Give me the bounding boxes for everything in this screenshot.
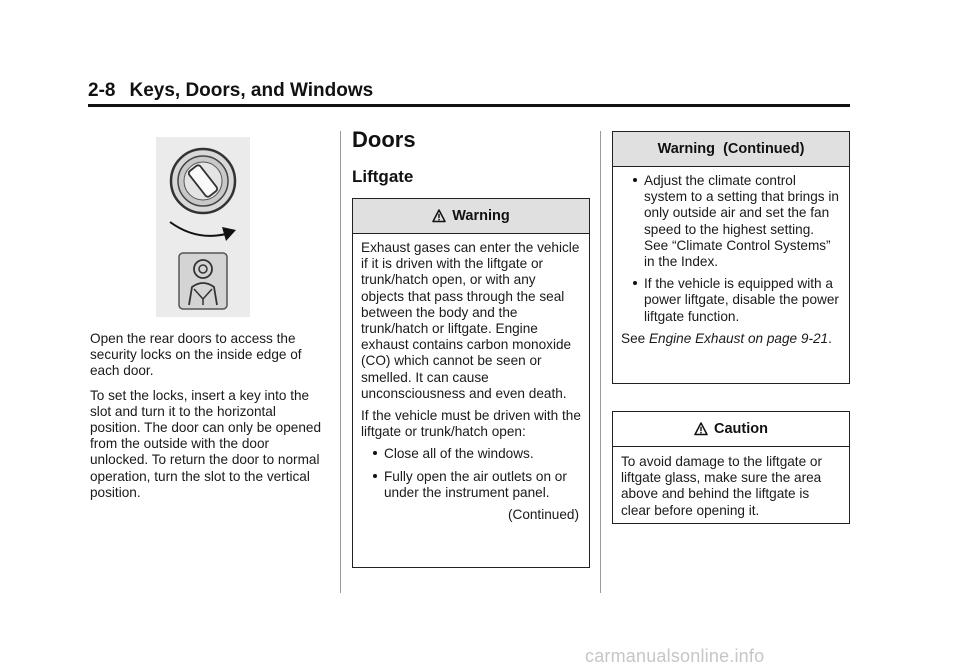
bullet-text: Fully open the air outlets on or under the instrument panel. [384, 468, 567, 500]
security-lock-illustration [156, 137, 250, 317]
warning-box [352, 198, 590, 568]
warning-continued-box [612, 131, 850, 384]
list-item [361, 469, 581, 501]
cross-reference-link[interactable]: Engine Exhaust on page 9-21 [648, 330, 829, 346]
header-rule [88, 104, 850, 107]
warning-box-header [353, 199, 589, 234]
bullet-text: Close all of the windows. [384, 446, 534, 462]
liftgate-heading: Liftgate [352, 167, 414, 186]
see-reference [621, 331, 841, 347]
warning-continued-title: Warning (Continued) [657, 141, 805, 157]
warning-bullet-list [361, 446, 581, 501]
caution-title: Caution [714, 421, 768, 437]
bullet-icon [373, 474, 377, 478]
warning-title: Warning [452, 208, 510, 224]
list-item [621, 173, 841, 270]
page-number: 2-8 [88, 80, 116, 101]
column-divider-right [600, 131, 601, 593]
warning-continued-body [613, 167, 849, 347]
bullet-text: If the vehicle is equipped with a power liftgate, disable the power liftgate function. [644, 276, 839, 324]
list-item [361, 446, 581, 462]
watermark: carmanualsonline.info [585, 646, 765, 666]
warning-continued-header [613, 132, 849, 167]
column-divider-left [340, 131, 341, 593]
bullet-text: Adjust the climate control system to a setting that brings in only outside air and set the fan speed to the highest setting. See “Climate Control Systems” in the Index. [644, 173, 839, 270]
section-title: Keys, Doors, and Windows [129, 80, 374, 101]
list-item [621, 276, 841, 325]
caution-triangle-icon [694, 422, 708, 436]
see-prefix: See [621, 330, 649, 346]
exhaust-warning-paragraph: Exhaust gases can enter the vehicle if it is driven with the liftgate or trunk/hatch open, or with any objects that pass through the seal between the body and the trunk/hatch or liftgate. Engine exhaust contains carbon monoxide (CO) which cannot be seen or smelled. It can cause unconsciousness and even death. [361, 240, 580, 401]
left-column-text [90, 331, 330, 509]
set-locks-paragraph: To set the locks, insert a key into the slot and turn it to the horizontal position. The door can only be opened from the outside with the door unlocked. To return the door to normal operation, turn the slot to the vertical position. [90, 387, 322, 500]
caution-text: To avoid damage to the liftgate or liftgate glass, make sure the area above and behind the liftgate is clear before opening it. [621, 454, 823, 518]
doors-heading: Doors [352, 127, 416, 152]
bullet-icon [633, 281, 637, 285]
warning-box-body [353, 234, 589, 523]
continued-label: (Continued) [507, 507, 579, 523]
caution-box [612, 411, 850, 524]
bullet-icon [373, 451, 377, 455]
warning-continued-bullet-list [621, 173, 841, 325]
page-header [88, 80, 373, 102]
lock-diagram-icon [156, 137, 250, 317]
caution-box-body [613, 447, 849, 519]
caution-box-header [613, 412, 849, 447]
warning-triangle-icon [432, 209, 446, 223]
rear-door-locks-paragraph: Open the rear doors to access the security locks on the inside edge of each door. [90, 331, 302, 379]
see-suffix: . [828, 330, 832, 346]
driven-open-paragraph: If the vehicle must be driven with the liftgate or trunk/hatch open: [361, 408, 581, 440]
bullet-icon [633, 178, 637, 182]
